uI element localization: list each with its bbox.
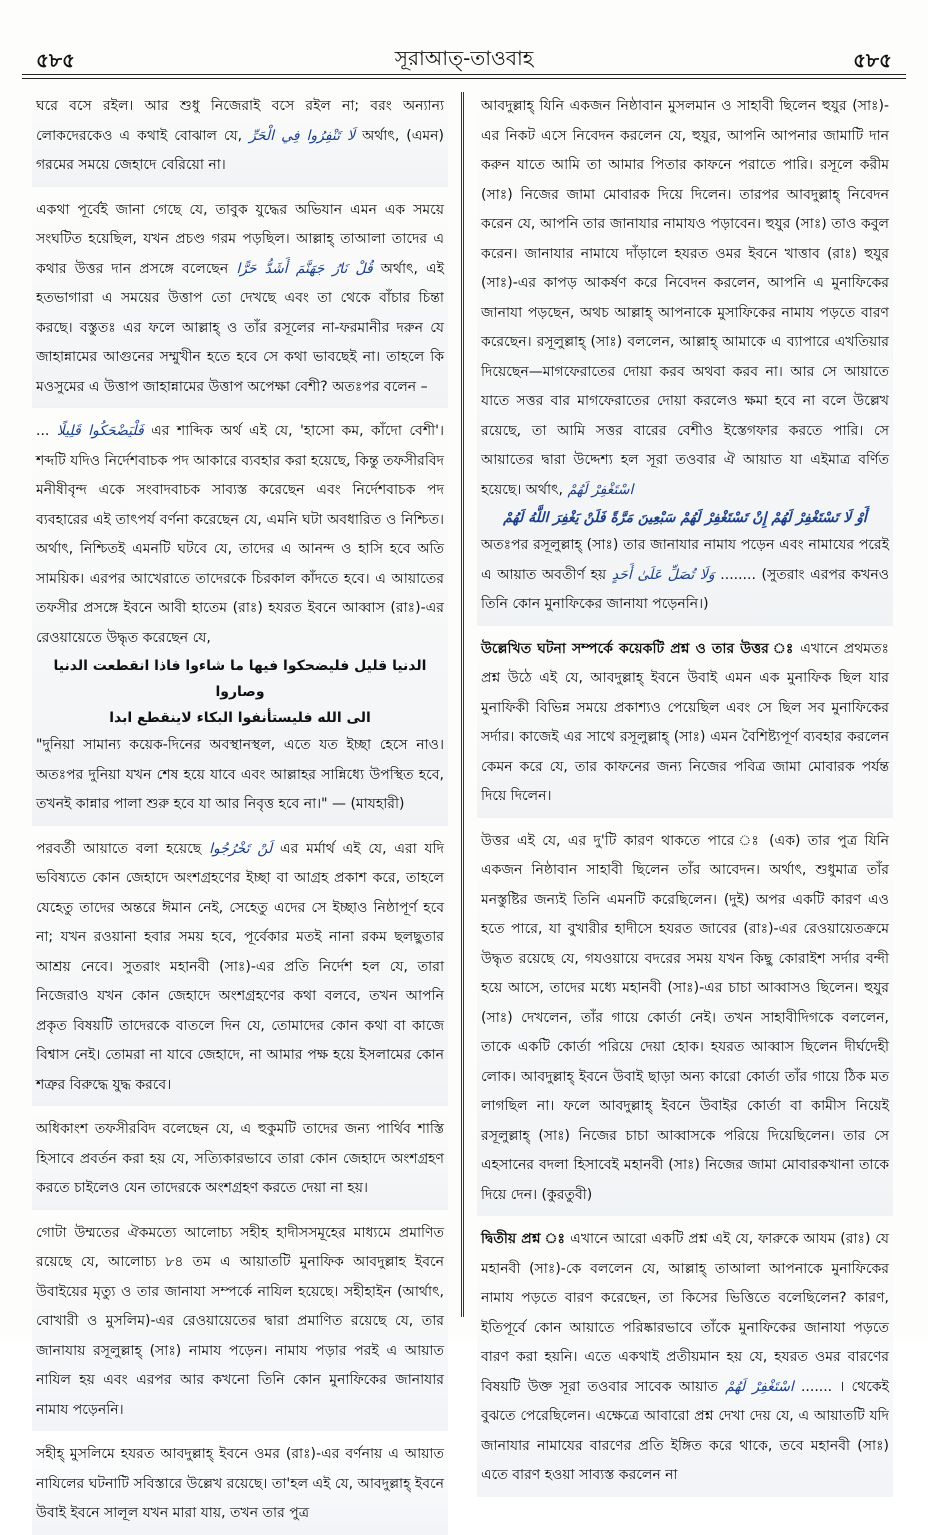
page-number-right: ৫৮৫	[853, 48, 892, 72]
paragraph: গোটা উম্মতের ঐকমত্যে আলোচ্য সহীহ হাদীসসমূহের মাধ্যমে প্রমাণিত রয়েছে যে, আলোচ্য ৮৪ তম এ আয়াতটি মুনাফিক আবদুল্লাহ ইবনে উবাইয়ের মৃত্যু ও তার জানাযা সম্পর্কে নাযিল হয়েছে। সহীহাইন (আর্থাৎ, বোখারী ও মুসলিম)-এর রেওয়ায়েতের দ্বারা প্রমাণিত রয়েছে যে, তার জানাযায় রসূলুল্লাহ্ (সাঃ) নামায পড়েন। নামায পড়ার পরই এ আয়াত নাযিল হয় এবং এরপর আর কখনো তিনি কোন মুনাফিকের জানাযার নামায পড়েননি।	[32, 1219, 448, 1432]
paragraph-text: অতঃপর রসূলুল্লাহ্ (সাঃ) তার জানাযার নামায পড়েন এবং নামাযের পরেই এ আয়াত অবতীর্ণ হয়	[481, 537, 889, 583]
paragraph	[477, 92, 893, 626]
arabic-quote: لَا تَنْفِرُوا فِي الْحَرِّ	[249, 127, 356, 144]
paragraph	[477, 635, 893, 818]
arabic-hadith-line: الدنيا قليل فليضحكوا فيها ما شاءوا فاذا انقطعت الدنيا وصاروا	[53, 658, 427, 700]
paragraph-text: "দুনিয়া সামান্য কয়েক-দিনের অবস্থানস্থল, এতে যত ইচ্ছা হেসে নাও। অতঃপর দুনিয়া যখন শেষ হয়ে যাবে এবং আল্লাহর সান্নিধ্যে উপস্থিত হবে, তখনই কান্নার পালা শুরু হবে যা আর নিবৃত্ত হবে না।" — (মাযহারী)	[36, 737, 444, 812]
paragraph-text: ...	[36, 423, 57, 439]
arabic-quote: اسْتَغْفِرْ لَهُمْ	[725, 1378, 794, 1395]
running-title: সূরাআত্-তাওবাহ	[394, 46, 534, 70]
paragraph: সহীহ্ মুসলিমে হযরত আবদুল্লাহ্ ইবনে ওমর (রাঃ)-এর বর্ণনায় এ আয়াত নাযিলের ঘটনাটি সবিস্তারে উল্লেখ রয়েছে। তা'হল এই যে, আবদুল্লাহ্ ইবনে উবাই ইবনে সালূল যখন মারা যায়, তখন তার পুত্র	[32, 1440, 448, 1535]
arabic-quote: وَلَا تُصَلِّ عَلَىٰ أَحَدٍ	[611, 566, 715, 583]
paragraph-text: অর্থাৎ, (এমন) গরমের সময়ে জেহাদে বেরিয়ো না।	[36, 127, 444, 173]
arabic-quote: فَلْيَضْحَكُوا قَلِيلًا	[56, 423, 144, 439]
paragraph-text: ....... । থেকেই বুঝতে পেরেছিলেন। এক্ষেত্রে আবারো প্রশ্ন দেখা দেয় যে, এ আয়াতটি যদি জানাযার নামাযের বারণের প্রতি ইঙ্গিত করে থাকে, তবে মহানবী (সাঃ) এতে বারণ হওয়া সাব্যস্ত করলেন না	[481, 1378, 889, 1483]
paragraph-text: এখানে আরো একটি প্রশ্ন এই যে, ফারুকে আযম (রাঃ) যে মহানবী (সাঃ)-কে বললেন যে, আল্লাহ্ তাআলা আপনাকে মুনাফিকের নামায পড়তে বারণ করেছেন, তা কিসের ভিত্তিতে বলেছিলেন? কারণ, ইতিপূর্বে কোন আয়াতে পরিষ্কারভাবে তাঁকে মুনাফিকের জানাযা পড়তে বারণ করা হয়নি। এতে একথাই প্রতীয়মান হয় যে, হযরত ওমর বারণের বিষয়টি উক্ত সূরা তওবার সাবেক আয়াত	[481, 1231, 889, 1395]
left-column	[32, 92, 448, 1521]
paragraph-text: অর্থাৎ, এই হতভাগারা এ সময়ের উত্তাপ তো দেখছে এবং তা থেকে বাঁচার চিন্তা করছে। বস্তুতঃ এর ফলে আল্লাহ্ ও তাঁর রসূলের না-ফরমানীর দরুন যে জাহান্নামের আগুনের সম্মুখীন হতে হবে সে কথা ভাবছেই না। তাহলে কি মওসুমের এ উত্তাপ জাহান্নামের উত্তাপ অপেক্ষা বেশী? অতঃপর বলেন –	[36, 260, 444, 395]
arabic-quote: لَنْ تَخْرُجُوا	[209, 840, 273, 857]
question-heading: দ্বিতীয় প্রশ্ন ঃ	[481, 1231, 566, 1247]
paragraph-text: এখানে প্রথমতঃ প্রশ্ন উঠে এই যে, আবদুল্লাহ্ ইবনে উবাই এমন এক মুনাফিক ছিল যার মুনাফিকী বিভিন্ন সময়ে প্রকাশ্যও পেয়েছিল এবং সে ছিল সব মুনাফিকের সর্দার। কাজেই এর সাথে রসূলুল্লাহ্ (সাঃ) এমন বৈশিষ্ট্যপূর্ণ ব্যবহার করলেন কেমন করে যে, তার কাফনের জন্য নিজের পবিত্র জামা মোবারক পর্যন্ত দিয়ে দিলেন।	[481, 640, 890, 804]
paragraph-text: আবদুল্লাহ্ যিনি একজন নিষ্ঠাবান মুসলমান ও সাহাবী ছিলেন হুযুর (সাঃ)-এর নিকট এসে নিবেদন করলেন যে, হুযুর, আপনি আপনার জামাটি দান করুন যাতে আমি তা আমার পিতার কাফনে পরাতে পারি। রসূলে করীম (সাঃ) নিজের জামা মোবারক দিয়ে দিলেন। তারপর আবদুল্লাহ্ নিবেদন করেন যে, আপনি তার জানাযার নামাযও পড়াবেন। হুযুর (সাঃ) তাও কবুল করেন। জানাযার নামাযে দাঁড়ালে হযরত ওমর ইবনে খাত্তাব (রাঃ) হুযুর (সাঃ)-এর কাপড় আকর্ষণ করে নিবেদন করলেন, আপনি এ মুনাফিকের জানাযা পড়ছেন, অথচ আল্লাহ্ আপনাকে মুসাফিকের নামায পড়তে বারণ করেছেন। রসূলুল্লাহ্ (সাঃ) বললেন, আল্লাহ্ আমাকে এ ব্যাপারে এখতিয়ার দিয়েছেন—মাগফেরাতের দোয়া করব অথবা করব না। আর সে আয়াতে যাতে সত্তর বার মাগফেরাতের দোয়া করলেও ক্ষমা হবে না বলে উল্লেখ রয়েছে, তা আমি সত্তর বারের বেশীও ইস্তেগফার করতে পারি। সে আয়াতের দ্বারা উদ্দেশ্য হল সূরা তওবার ঐ আয়াত যা এইমাত্র বর্ণিত হয়েছে। অর্থাৎ,	[481, 98, 889, 498]
page-header	[22, 38, 906, 74]
arabic-quote: اسْتَغْفِرْ لَهُمْ	[567, 481, 634, 498]
page-number-left: ৫৮৫	[36, 48, 75, 72]
right-column	[477, 92, 893, 1483]
paragraph	[32, 835, 448, 1107]
paragraph-text: ঘরে বসে রইল। আর শুধু নিজেরাই বসে রইল না; বরং অন্যান্য লোকদেরকেও এ কথাই বোঝাল যে,	[36, 98, 444, 144]
paragraph	[477, 1225, 893, 1497]
paragraph: অধিকাংশ তফসীরবিদ বলেছেন যে, এ হুকুমটি তাদের জন্য পার্থিব শাস্তি হিসাবে প্রবর্তন করা হয় যে, সত্যিকারভাবে তারা কোন জেহাদে অংশগ্রহণ করতে চাইলেও যেন তাদেরকে অংশগ্রহণ করতে দেয়া না হয়।	[32, 1115, 448, 1210]
arabic-verse-line: أَوْ لَا تَسْتَغْفِرْ لَهُمْ إِنْ تَسْتَغْفِرْ لَهُمْ سَبْعِينَ مَرَّةً فَلَنْ يَغْفِرَ اللَّهُ لَهُمْ	[503, 510, 867, 526]
paragraph	[32, 92, 448, 187]
column-divider	[461, 92, 464, 1317]
paragraph-text: এর মর্মার্থ এই যে, এরা যদি ভবিষ্যতে কোন জেহাদে অংশগ্রহণের ইচ্ছা বা আগ্রহ প্রকাশ করে, তাহলে যেহেতু তাদের অন্তরে ঈমান নেই, সেহেতু এদের সে ইচ্ছাও নিষ্ঠাপূর্ণ হবে না; যখন রওয়ানা হবার সময় হবে, পূর্বেকার মতই নানা রকম ছলছুতার আশ্রয় নেবে। সুতরাং মহানবী (সাঃ)-এর প্রতি নির্দেশ হল যে, তারা নিজেরাও যখন কোন জেহাদে অংশগ্রহণের কথা বলবে, তখন আপনি প্রকৃত বিষয়টি তাদেরকে বাতলে দিন যে, তোমাদের কোন কথা বা কাজে বিশ্বাস নেই। তোমরা না যাবে জেহাদে, না আমার পক্ষ হয়ে ইসলামের কোন শত্রুর বিরুদ্ধে যুদ্ধ করবে।	[36, 840, 444, 1093]
paragraph-text: ........ (সুতরাং এরপর কখনও তিনি কোন মুনাফিকের জানাযা পড়েননি।)	[481, 566, 890, 612]
arabic-quote: قُلْ نَارُ جَهَنَّمَ أَشَدُّ حَرًّا	[236, 260, 373, 277]
paragraph-text: একথা পূর্বেই জানা গেছে যে, তাবুক যুদ্ধের অভিযান এমন এক সময়ে সংঘটিত হয়েছিল, যখন প্রচণ্ড গরম পড়ছিল। আল্লাহ্ তাআলা তাদের এ কথার উত্তর দান প্রসঙ্গে বলেছেন	[36, 201, 444, 277]
arabic-hadith-line: الى الله فليستأنفوا البكاء لاينقطع ابدا	[109, 710, 371, 726]
paragraph: উত্তর এই যে, এর দু'টি কারণ থাকতে পারে ঃ (এক) তার পুত্র যিনি একজন নিষ্ঠাবান সাহাবী ছিলেন তাঁর আবেদন। অর্থাৎ, শুধুমাত্র তাঁর মনস্তুষ্টির জন্যই তিনি এমনটি করেছিলেন। (দুই) অপর একটি কারণ এও হতে পারে, যা বুখারীর হাদীসে হযরত জাবের (রাঃ)-এর রেওয়ায়েতক্রমে উদ্ধৃত রয়েছে যে, গযওয়ায়ে বদরের সময় যখন কিছু কোরাইশ সর্দার বন্দী হয়ে আসে, তাদের মধ্যে মহানবী (সাঃ)-এর চাচা আব্বাসও ছিলেন। হুযুর (সাঃ) দেখলেন, তাঁর গায়ে কোর্তা নেই। তখন সাহাবীদিগকে বললেন, তাকে একটি কোর্তা পরিয়ে দেয়া হোক। হযরত আব্বাস ছিলেন দীর্ঘদেহী লোক। আবদুল্লাহ্ ইবনে উবাই ছাড়া অন্য কারো কোর্তা তাঁর গায়ে ঠিক মত লাগছিল না। ফলে আবদুল্লাহ্ ইবনে উবাইর কোর্তা বা কামীস নিয়েই রসূলুল্লাহ্ (সাঃ) নিজের চাচা আব্বাসকে পরিয়ে দিয়েছিলেন। তার সে এহসানের বদলা হিসাবেই মহানবী (সাঃ) নিজের জামা মোবারকখানা তাকে দিয়ে দেন। (কুরতুবী)	[477, 827, 893, 1217]
header-rule-secondary	[22, 78, 906, 79]
header-rule	[22, 74, 906, 75]
paragraph	[32, 196, 448, 409]
paragraph-text: পরবর্তী আয়াতে বলা হয়েছে	[36, 840, 210, 857]
question-heading: উল্লেখিত ঘটনা সম্পর্কে কয়েকটি প্রশ্ন ও তার উত্তর ঃ	[481, 640, 795, 657]
paragraph-text: এর শাব্দিক অর্থ এই যে, 'হাসো কম, কাঁদো বেশী'। শব্দটি যদিও নির্দেশবাচক পদ আকারে ব্যবহার করা হয়েছে, কিন্তু তফসীরবিদ মনীষীবৃন্দ একে সংবাদবাচক সাব্যস্ত করেছেন এবং নির্দেশবাচক পদ ব্যবহারের এই তাৎপর্য বর্ণনা করেছেন যে, এমনি ঘটা অবধারিত ও নিশ্চিত। অর্থাৎ, নিশ্চিতই এমনটি ঘটবে যে, তাদের এ আনন্দ ও হাসি হবে অতি সাময়িক। এরপর আখেরাতে তাদেরকে চিরকাল কাঁদতে হবে। এ আয়াতের তফসীর প্রসঙ্গে ইবনে আবী হাতেম (রাঃ) হযরত ইবনে আব্বাস (রাঃ)-এর রেওয়ায়েতে উদ্ধৃত করেছেন যে,	[36, 423, 444, 646]
paragraph	[32, 417, 448, 826]
